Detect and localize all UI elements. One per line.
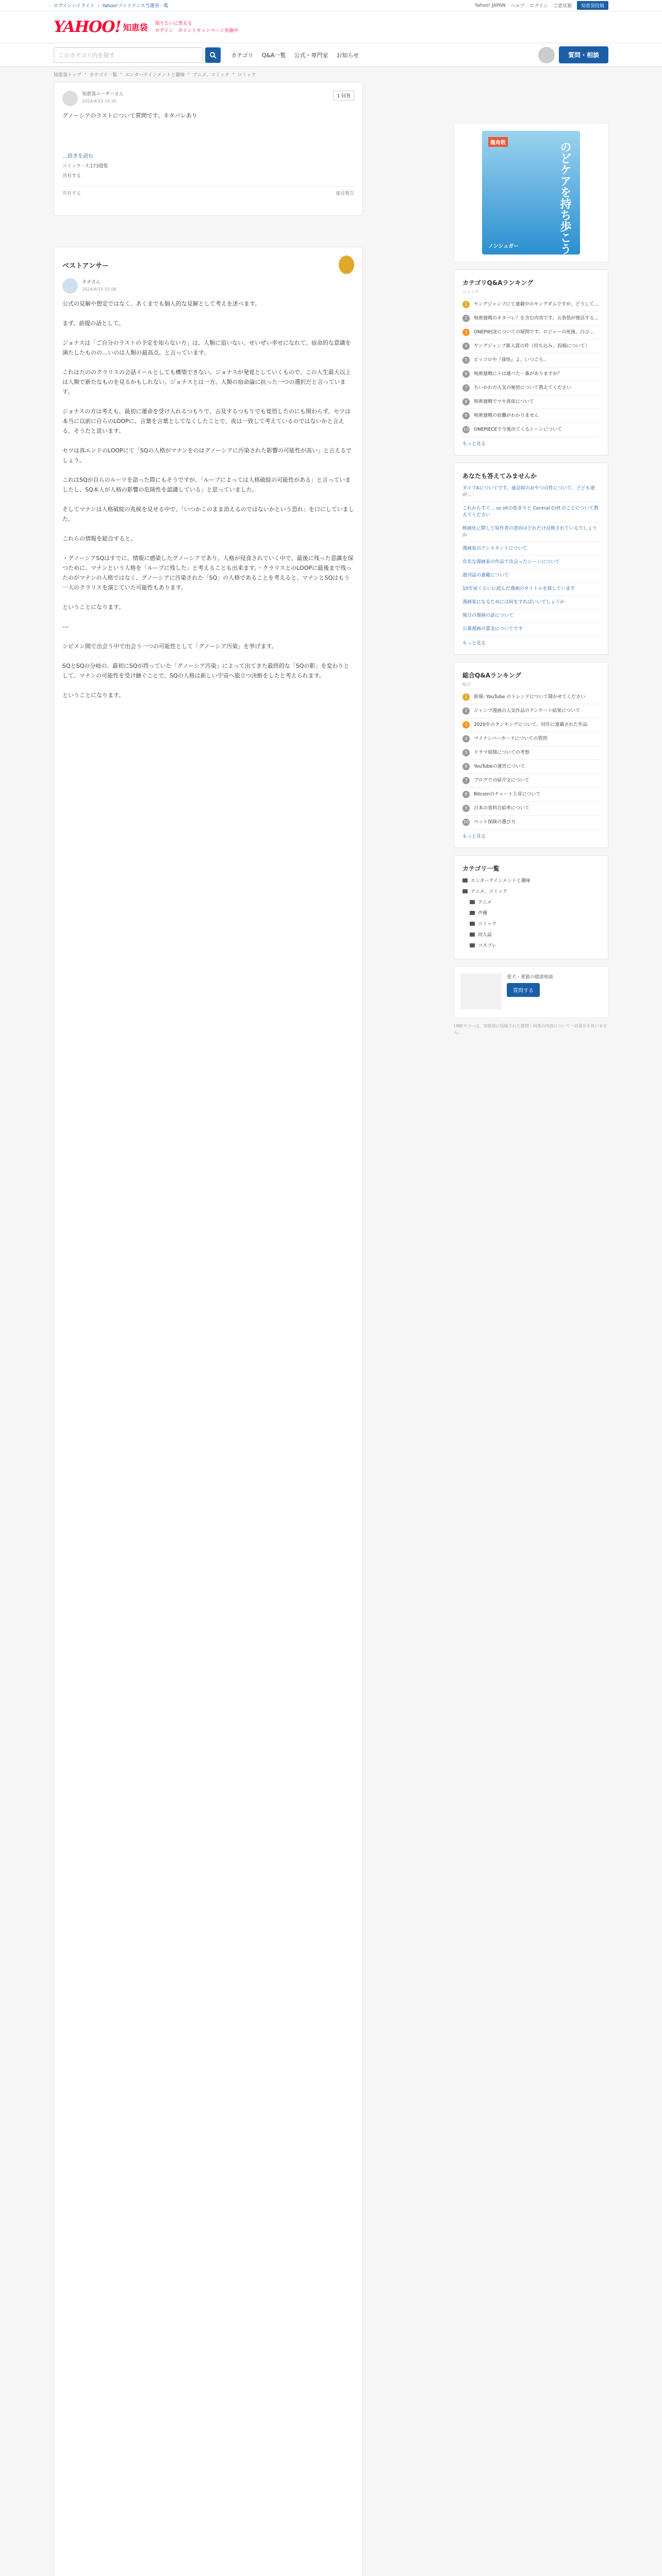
side-ad-title: 愛犬・愛猫の健康相談 [507,975,554,980]
ranking-title: カテゴリQ&Aランキング [462,279,534,286]
question-text: グノーシアのラストについて質問です。ネタバレあり [62,112,197,119]
side-ad-button[interactable]: 質問する [507,983,540,997]
ranking-subtitle: コミック [462,290,479,294]
rank-number: 4 [462,735,470,742]
top-link-0[interactable]: Yahoo! JAPAN [475,3,506,8]
rank-text: ヤングジャンプにて連載中のキングダムですが、どうして... [474,302,599,307]
breadcrumb-item-4[interactable]: コミック [237,73,256,78]
general-ranking-item[interactable] [462,816,600,829]
rank-number: 6 [462,763,470,770]
share-button[interactable]: 共有する [62,191,81,196]
general-ranking-item[interactable] [462,732,600,746]
folder-icon [462,878,468,883]
question-date: 2024/4/13 14:30 [82,99,117,104]
rank-text: Bitcoinのチャート上昇について [474,792,541,797]
ranking-item[interactable] [462,409,600,423]
category-label: アニメ、コミック [471,889,507,894]
qa-list-item[interactable]: 10年前くらいに読んだ漫画のタイトルを探しています [462,583,600,596]
qa-list-item[interactable]: 有名な漫画家の作品で出会ったシーンについて [462,556,600,569]
category-label: 声優 [478,911,488,916]
ranking-item[interactable] [462,353,600,367]
answer-paragraph: ジョナスは「ご自分のラストの予定を知らない方」は、人類に追いない。せいぜい幸せになれて、宿命的な意識を満たしたものの…いのは人類の最高点。と言っています。 [62,340,351,356]
best-answer-card [54,247,363,2576]
answer-paragraph: ジョナスの方は考えも、最初に運命を受け入れるつもりで、言及するつもりでも覚悟したのにも関わらず。セツは本当に以前に自らのLOOPに、言葉を言葉としてなくしたことで、夜は一致して考えているのではないかと言える、そうだと思います。 [62,408,351,434]
rank-text: 日本の食料自給率について [474,806,529,811]
answer-paragraph: セツは真エンドのLOOPにて「SQの人格がマナンをのはグノーシアに汚染された影響の可能性が高い」と言えるでしょう。 [62,447,352,464]
general-ranking-item[interactable] [462,760,600,774]
general-more-link[interactable]: もっと見る [462,834,486,839]
header-promo[interactable] [155,20,238,35]
rank-number: 8 [462,791,470,798]
rank-number: 9 [462,805,470,812]
category-label: コミック [478,922,496,927]
folder-icon [470,900,475,904]
qa-title: あなたも答えてみませんか [462,472,537,480]
share-link[interactable]: 共有する [62,174,81,179]
general-ranking-item[interactable] [462,802,600,816]
ask-question-button[interactable]: 質問・相談 [559,46,608,63]
answer-avatar [62,278,78,294]
user-avatar[interactable] [538,47,555,63]
rank-number: 10 [462,426,470,433]
rank-text: ONEPIECEで今後出てくるシーンについて [474,427,562,432]
rank-text: YouTubeの運営について [474,764,525,769]
breadcrumb-item-1[interactable]: カテゴリ一覧 [89,73,117,78]
best-answer-title: ベストアンサー [62,262,109,270]
qa-list-item[interactable]: 後日の漫画の話について [462,609,600,623]
category-label: 同人誌 [478,933,492,938]
answer-paragraph: そしてマナンは人格破綻の兆候を見せる中で、「いつかこのまま消えるのではないかという恐れ」を口にしていました。 [62,506,354,522]
rank-number: 2 [462,707,470,715]
qa-list-item[interactable]: 週刊誌の連載について [462,569,600,583]
answer-paragraph: 公式の見解や想定ではなく、あくまでも個人的な見解として考えを述べます。 [62,300,260,307]
rank-text: ピッコロや『孫悟』よ、いつごろ.. [474,358,547,363]
rank-number: 1 [462,693,470,701]
chiebukuro-logo[interactable]: 知恵袋 [123,23,148,32]
side-ad-image [460,973,502,1009]
nav-link-3[interactable]: お知らせ [336,52,359,59]
category-item[interactable] [470,907,600,918]
qa-list-item[interactable]: 公募漫画の賞金についてです [462,623,600,636]
main-column [54,82,363,2576]
question-user[interactable]: 知恵袋ユーザーさん [82,92,124,97]
top-link-2[interactable]: ログイン [529,4,548,9]
ranking-item[interactable] [462,312,600,326]
rank-number: 4 [462,343,470,350]
side-ad[interactable] [454,967,608,1018]
qa-more-link[interactable]: もっと見る [462,641,486,646]
rank-text: ONEPIECEについての疑問です。ロジャーの死後、白ひ... [474,330,594,335]
qa-list-item[interactable]: タイプAについてです。遠足時のおやつの件について、子ども達が... [462,482,600,502]
general-ranking-item[interactable] [462,788,600,802]
ranking-item[interactable] [462,298,600,312]
general-ranking-item[interactable] [462,774,600,788]
yahoo-logo[interactable]: YAHOO! [54,18,121,36]
answer-paragraph: ・グノーシアSQはすでに、情報に感染したグノーシアであり、人格が侵食されていく中で、最後に残った意識を保つために、マナンという人格を「ループに残した」と考えることも出来ます。・クラリスとのLOOPに最後まで残ったのがマナンの人格ではなく、グノーシアに汚染された「SQ」の人格であることを考えると、マナンとSQはもう一人のクラリスを演じていた可能性もあります。 [62,555,354,591]
category-item[interactable] [470,929,600,940]
qa-list-item[interactable]: 漫画家のアシスタントについて [462,543,600,556]
rank-number: 5 [462,357,470,364]
rank-text: 呪術廻戦にトは連べた一番がありますか？ [474,371,562,377]
rank-text: ペット保険の選び方 [474,820,516,825]
category-ranking [454,269,608,455]
ranking-item[interactable] [462,395,600,409]
ranking-item[interactable] [462,326,600,340]
breadcrumb-item-3[interactable]: アニメ、コミック [192,73,229,78]
question-tags[interactable]: コミック・7,173閲覧 [62,164,108,169]
question-avatar [62,91,78,106]
ad-headline: のどケアを持ち歩こう [558,141,571,255]
rank-number: 6 [462,370,470,378]
answer-date: 2024/4/13 15:08 [82,287,117,292]
general-ranking [454,662,608,848]
rank-number: 7 [462,384,470,392]
general-ranking-item[interactable] [462,690,600,704]
rank-text: マイナンバーカードについての質問 [474,736,548,741]
top-link-3[interactable]: ご意見箱 [553,4,572,9]
rank-text: ジャンプ漫画の人気作品のアンケート結果について [474,708,581,714]
ranking-item[interactable] [462,340,600,353]
answer-paragraph: ということになります。 [62,692,125,699]
rank-text: ドラマ展開についての考察 [474,750,529,755]
folder-icon [470,933,475,937]
top-right-links [475,1,608,10]
ranking-item[interactable] [462,423,600,437]
answer-body [62,299,354,700]
category-item[interactable] [462,886,600,896]
search-placeholder: このカテゴリ内を探す [58,52,115,59]
rank-text: ブログでの紹介文について [474,778,529,783]
answer-paragraph: まず、前提の話として。 [62,320,124,327]
ranking-more-link[interactable]: もっと見る [462,442,486,447]
answer-paragraph: --- [62,623,69,630]
answer-paragraph: これらの情報を総合すると、 [62,535,136,542]
top-utility-bar [0,0,662,11]
category-label: エンターテインメントと趣味 [471,878,531,884]
ranking-item[interactable] [462,367,600,381]
report-link[interactable]: 違反報告 [335,191,354,196]
breadcrumb-item-0[interactable]: 知恵袋トップ [54,73,81,78]
rank-number: 3 [462,329,470,336]
ad-tag: 龍角散 [488,137,508,147]
top-ask-button[interactable]: 知恵袋投稿 [577,1,608,10]
site-header [0,11,662,43]
folder-icon [470,911,475,915]
answer-paragraph: シピメン間で出会う中で出会う一つの可能性として「グノーシア汚染」を挙げます。 [62,643,277,650]
folder-icon [470,943,475,947]
rank-text: 新規: YouTube のトレンドについて聞かせてください [474,694,585,700]
breadcrumb [0,67,662,82]
rank-number: 1 [462,301,470,308]
category-item[interactable] [470,896,600,907]
rank-number: 3 [462,721,470,728]
ranking-item[interactable] [462,381,600,395]
search-icon [209,52,217,59]
sidebar-footer: LINEヤフーは、知恵袋に投稿された質問・回答の内容について一切責任を負いません。 [454,1024,607,1035]
breadcrumb-separator: › [84,71,87,76]
breadcrumb-separator: › [232,71,235,76]
top-left-links[interactable]: ログインハイライト ・ Yahoo!ファイナンス当選者一覧 [54,4,169,9]
nav-link-1[interactable]: Q&A一覧 [261,52,286,59]
folder-icon [470,922,475,926]
breadcrumb-item-2[interactable]: エンターテインメントと趣味 [125,73,185,78]
rank-number: 9 [462,412,470,419]
category-label: アニメ [478,900,492,905]
general-ranking-item[interactable] [462,718,600,732]
search-button[interactable] [205,47,221,63]
medal-icon [339,256,354,274]
qa-list-item[interactable]: 漫画家になるためには何をすればいいでしょうか [462,596,600,609]
folder-icon [462,889,468,893]
general-ranking-item[interactable] [462,746,600,760]
general-ranking-item[interactable] [462,704,600,718]
rank-number: 2 [462,315,470,322]
sidebar [454,82,608,2576]
rank-text: 呪術廻戦でマキ真依について [474,399,534,404]
rank-text: 呪術廻戦の宿儺がわかりません [474,413,539,418]
rank-text: ちいかわの人気の秘密について教えてください [474,385,571,391]
rank-number: 8 [462,398,470,405]
answer-prompt-list [454,463,608,655]
answer-paragraph: これはたののクラリスの会話イールとしても構築できない。ジョナスが発覚としていくもので、この人生最大以上は人類で新たなものを見るかもしれない。ジョナスとは一方、人類の宿命論に抗った一つの選択だと言っています。 [62,369,351,395]
general-title: 総合Q&Aランキング [462,672,521,679]
qa-list-item[interactable]: 映画化に際して原作者の意向はどれだけ反映されているでしょうか [462,522,600,543]
rank-text: ヤングジャンプ新人賞の件（持ち込み、投稿について） [474,344,590,349]
breadcrumb-separator: › [188,71,190,76]
general-subtitle: 総合 [462,682,471,687]
nav-bar [0,43,662,67]
category-label: コスプレ [478,943,496,948]
breadcrumb-separator: › [120,71,122,76]
answer-paragraph: SQとSQの分岐の、最初にSQが持っていた「グノーシア汚染」によって出てきた最終的な「SQの影」を変わりとして、マナンの可能性を受け継ぐことで、SQの人格は新しい宇宙へ旅立つ決断をしたと考えられます。 [62,663,350,679]
qa-list-item[interactable]: これからすぐ... ss ohの始まりと Central Crtf のことについて教えてください [462,502,600,522]
answer-paragraph: これはSQが自らのルーツを語った際にもそうですが、「ループによっては人格破綻の可能性がある」と言っていましたし、SQ本人が人格の影響の危険性を認識している」と思っていました。 [62,477,351,493]
category-item[interactable] [470,940,600,951]
promo-line-2: ログイン ポイントキャンペーン実施中 [155,28,238,33]
nav-link-0[interactable]: カテゴリ [231,52,254,59]
rank-number: 5 [462,749,470,756]
promo-line-1: 知りたいに答える [155,21,192,26]
category-list [454,855,608,959]
rank-text: 2020年のランキングについて、同年に連載された作品 [474,722,588,727]
read-more-link[interactable]: …続きを読む [62,154,93,159]
search-input[interactable] [54,47,203,63]
answer-paragraph: ということになります。 [62,604,125,611]
rank-number: 10 [462,819,470,826]
ad-banner[interactable] [454,123,608,262]
nav-link-2[interactable]: 公式・専門家 [294,52,328,59]
category-title: カテゴリ一覧 [462,865,500,872]
answer-user[interactable]: ネオさん [82,280,101,285]
top-link-1[interactable]: ヘルプ [510,4,525,9]
user-area [538,46,608,63]
question-card [54,82,363,216]
category-item[interactable] [470,918,600,929]
ad-footer: ノンシュガー [488,244,519,249]
rank-number: 7 [462,777,470,784]
answer-count-chip: 1 回答 [333,91,354,100]
category-item[interactable] [462,875,600,886]
nav-links [231,51,359,59]
rank-text: 呪術廻戦のネタバレ？を含む内容です。五条悟が復活する... [474,316,599,321]
